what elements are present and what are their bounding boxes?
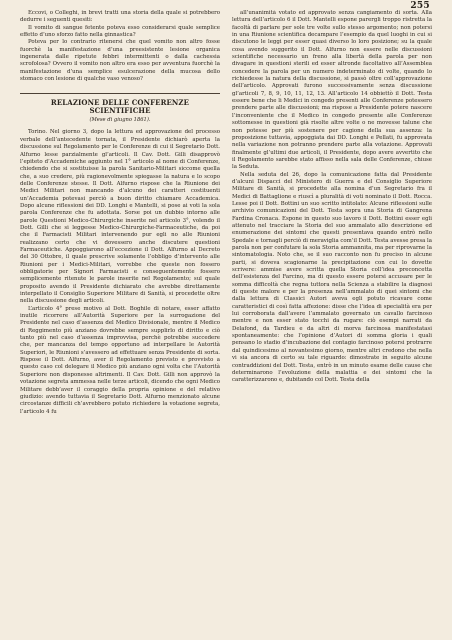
left-body-paragraph: L’articolo 4° prese motivo al Dott. Boghile di notare, esser affatto inutile ricorrere all’Autorità Superiore per la surrogazione del Presidente nel caso d’assenza del Medico Divisionale, mentre il Medico di Reggimento più anziano dovrebbe sempre supplirlo di diritto e ciò tanto più nel caso d’assenza improvvisa, perchè potrebbe succedere che, per mancanza del tempo opportuno ad interpellare le Autorità Superiori, le Riunioni s’avessero ad effettuare senza Presidente di sorta. Rispose il Dott. Alfurno, aver il Regolamento previsto e provvisto a questo caso col delegare il Medico più anziano ogni volta che l’Autorità Superiore non disponesse altrimenti. Il Cav. Dott. Gilli non approvò la votazione segreta ammessa nelle terze articoli, dicendo che ogni Medico Militare debb’aver il coraggio della propria opinione e del relativo giudizio: avendo tuttavia il Segretario Dott. Alfurno menzionato alcune circostanze difficili ch’avrebbero potuto richiedere la votazione segreta, l’articolo 4 fu <box>20 305 220 415</box>
right-body-paragraph: all’unanimità votato ed approvato senza cangiamento di sorta. Alla lettura dell’articolo 6 il Dott. Mantelli espone parergli troppo ristretta la facoltà di parlare per sole tre volte sullo stesso argomento; non potersi in una Riunione scientifica decampare l’esempio da quel luoghi in cui si discutono le leggi per esser quasi diverso lo loro posizione; su la quale cosa avendo suggerito il Dott. Alfurno non essere nelle discussioni scientifiche necessario un freno alla libertà della parola per non divagare in questioni sterili ed esser altronde facoltativo all’Assemblea concedere la parola per un numero indeterminato di volte, quando lo richiedesse la natura della discussione, si passò oltre coll’approvazione dell’articolo. Approvati furono successivamente senza discussione gl’articoli 7, 8, 9, 10, 11, 12, 13. All’articolo 14 obbiettò il Dott. Testa essere bene che li Medici in congedo presenti alle Conferenze potessero prendere parte alle discussioni; ma rispose a Presidente potere nascere l’inconveniente che il Medico in congedo presente alle Conferenze sottomesse in questioni già risolte altre volte o ne movesse talune che non potesse per più sostenere per cagione della sua assenza: la proposizione tuttavia, appoggiata dai DD. Longhi e Pellati, fu approvata nella variazione non potranno prendere parte alla votazione. Approvati finalmente gl’ultimi due articoli, il Presidente, dopo avere avvertito che il Regolamento sarebbe stato affisso nella sala delle Conferenze, chiuse la Seduta. <box>232 10 432 171</box>
two-column-text <box>20 10 432 638</box>
left-intro-paragraph: Eccovi, o Colleghi, in brevi tratti una storia della quale si potrebbero dedurre i seguenti quesiti: <box>20 10 220 24</box>
left-intro-paragraph: Poteva per lo contrario ritenersi che quel vomito non altro fosse fuorchè la manifestazione d’una preesistente lesione organica ingenerata dalle ripetute febbri intermittenti o dalla cachessia scrofolosa? Ovvero il vomito non altro era esso per avventura fuorchè la manifestazione d’una semplice esulcerazione della mucosa dello stomaco con lesione di qualche vaso venoso? <box>20 39 220 83</box>
left-column <box>20 10 220 638</box>
section-title: RELAZIONE DELLE CONFERENZE SCIENTIFICHE <box>20 93 220 114</box>
section-subtitle: (Mese di giugno 1861). <box>89 117 151 124</box>
page-number: 255 <box>410 1 430 11</box>
left-intro-paragraph: Il vomito di sangue fetente poteva esso considerarsi quale semplice effetto d’uno sforzo fatto nella ginnastica? <box>20 24 220 39</box>
right-body-paragraph: Nella seduta del 26, dopo la comunicazione fatta dal Presidente d’alcuni Dispacci del Ministero di Guerra e del Consiglio Superiore Militare di Sanità, si procedette alla nomina d’un Segretario fra il Medici di Battaglione e riuscì a pluralità di voti nominato il Dott. Rocca. Lesse poi il Dott. Bottini un suo scritto intitolato: Alcune riflessioni sulle archivio comunicazioni del Dott. Testa sopra una Storia di Gangrena Fardina Cronaca. Espone in questo suo lavoro il Dott. Bottini esser egli attenuto nel tracciare la Storia del suo ammalato allo descrizione ed enumerazione dei sintomi che questi presentava quando entrò nello Spedale e tornagli perciò di meraviglia com’il Dott. Testa avesse presa la parola non per confutare la sola Storia ammannita, ma per riprovarne la sintomatologia. Noto che, se il suo racconto non fu preciso in alcune parti, si doveva scagionarne la precipitazione con cui lo dovette scrivere: ammise avere scritta quella Storia coll’idea preconcetta dell’esistenza del Farcino, ma di questo essere potersi accusare per le somma difficoltà che regna tuttora nella Scienza a stabilire la diagnosi di queste malore e per la presenza nell’ammalato di quei sintomi che dalla lettura di Classici Autori aveva egli potuto ricavare come caratteristici di così fatta affezione: disse che l’idea di specialità era per lui corroborata dall’avere l’ammalato governato un cavallo farcinoso mentre e non esser stato tocchi da rugare: ciò esempi narrati da Delafond, da Tardieu e da altri di morva farcinosa manifestatasi spontaneamente: che l’opinione d’Autori di somma gloria i quali pensano lo stadio d’incubazione del contagio farcinoso potersi protrarre dal quindicesimo al novantesimo giorno, mentre altri credono che nella vi sia ancora di certo su tale riguardo: dimostrate in seguito alcune contraddizioni del Dott. Testa, entrò in un minuto esame delle cause che determinarono l’evoluzione della malattia e dei sintomi che la caratterizzarono e, dubitando col Dott. Testa della <box>232 171 432 384</box>
right-column <box>232 10 432 638</box>
left-body-paragraph: Torino. Nel giorno 3, dopo la lettura ed approvazione del processo verbale dell’antecedente tornata, il Presidente dichiarò aperta la discussione sul Regolamento per le Conferenze di cui il Segretario Dott. Alfurno lesse parzialmente gl’articoli. Il Cav. Dott. Gilli disapprovò l’epiteto d’Accademiche aggiunto nel 1° articolo al nome di Conferenze, chiedendo che si sostituisse la parola Sanitario-Militari siccome quella che, a suo credere, più ragionevolmente spiegasse la natura e lo scopo delle Conferenze stesse. Il Dott. Alfurno rispose che la Riunione dei Medici Militari non mancando d’alcuno dei caratteri costituenti un’Accademia potevasi perciò a buon diritto chiamare Accademica. Dopo alcune riflessioni dei DD. Longhi e Mantelli, si pose ai voti la sola parola Conferenze che fu adottata. Sorse poi un dubbio intorno alle parole Questioni Medico-Chirurgiche inserite nel articolo 3°, volendo il Dott. Gilli che si leggesse Medico-Chirurgiche-Farmaceutiche, da poi che il Farmacisti Militari intervenendo pur egli no alle Riunioni realizzano certo che vi dovessero anche discutere questioni Farmaceutiche. Appoggiarono all’eccezione il Dott. Alfurno al Decreto del 30 Ottobre, il quale prescrive solamente l’obbligo d’intervento alle Riunioni per i Medici-Militari, vorrebbe che queste non fossero obbligatorie per Signori Farmacisti e conseguentemente fossero semplicemente ritenute le parole inserite nel Regolamento; sul quale proposito avendo il Presidente dichiarato che avrebbe direttamente interpellato il Consiglio Superiore Militare di Sanità, si procedette oltre nella discussione degli articoli. <box>20 129 220 305</box>
